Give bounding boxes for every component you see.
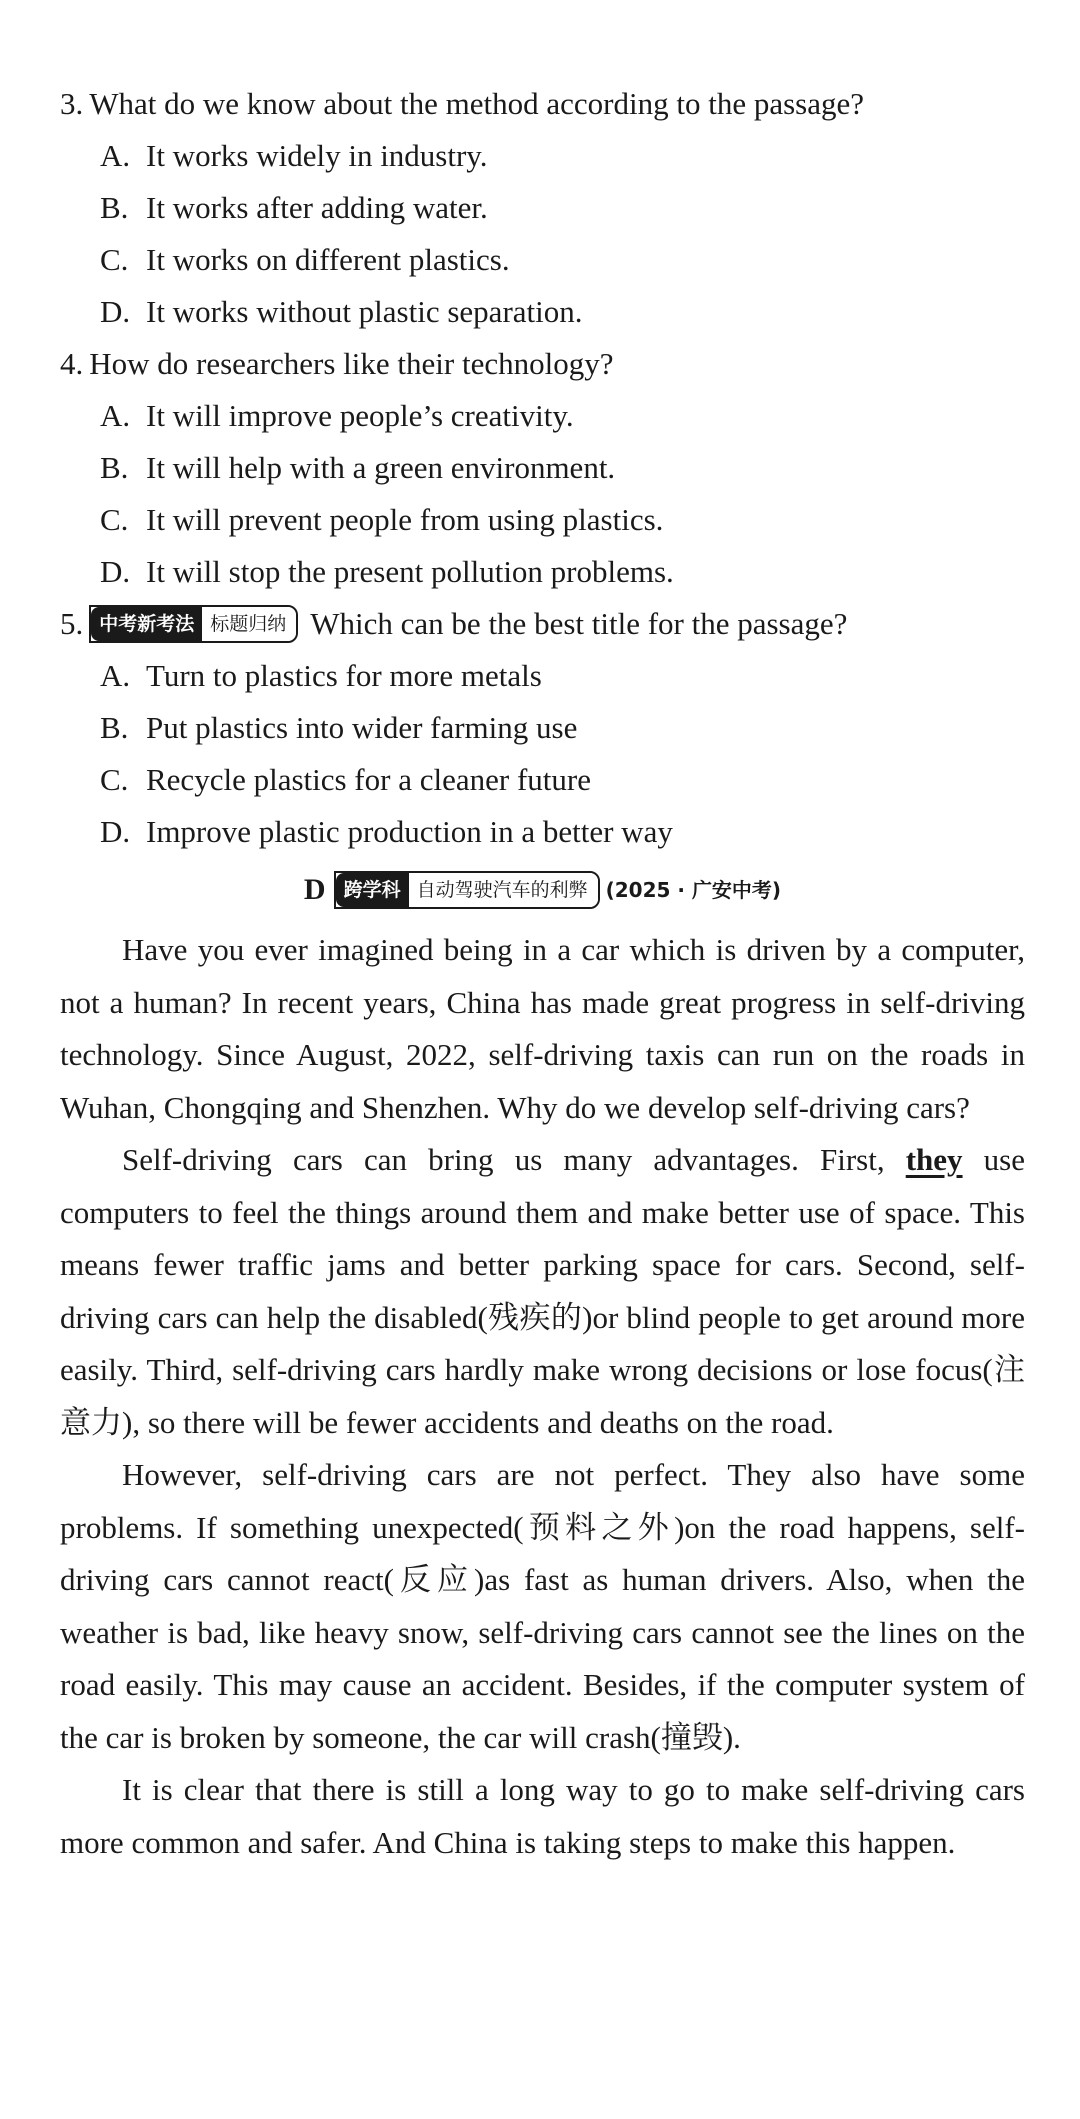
option-letter: A. [100,398,131,433]
question-text: Which can be the best title for the passage? [310,606,848,641]
option-text: It works widely in industry. [146,138,488,173]
passage-paragraph-2 [60,1134,1025,1449]
question-text: What do we know about the method according to the passage? [89,86,865,121]
question-number: 5. [60,606,84,641]
section-topic-tag [334,871,600,909]
section-source: (2025 · 广安中考) [605,878,782,902]
option-d [60,286,1025,338]
option-letter: D. [100,814,131,849]
option-text: It works without plastic separation. [146,294,583,329]
passage-paragraph-1: Have you ever imagined being in a car which is driven by a computer, not a human? In recent years, China has made great progress in self-driving technology. Since August, 2022, self-driving taxis can run on the roads in Wuhan, Chongqing and Shenzhen. Why do we develop self-driving cars? [60,932,1025,1125]
option-text: Put plastics into wider farming use [146,710,578,745]
question-stem [60,78,1025,130]
question-5 [60,598,1025,858]
question-stem [60,338,1025,390]
option-letter: D. [100,554,131,589]
option-letter: C. [100,502,129,537]
question-4 [60,338,1025,598]
option-text: It works on different plastics. [146,242,510,277]
option-text: It will stop the present pollution problems. [146,554,674,589]
section-letter: D [303,873,326,906]
passage-paragraph-4: It is clear that there is still a long way to go to make self-driving cars more common and safer. And China is taking steps to make this happen. [60,1772,1025,1860]
question-text: How do researchers like their technology? [89,346,614,381]
question-3 [60,78,1025,338]
question-number: 3. [60,86,84,121]
option-b [60,442,1025,494]
option-letter: C. [100,242,129,277]
option-text: It will improve people’s creativity. [146,398,574,433]
underlined-word: they [905,1142,963,1177]
question-type-tag [89,605,298,643]
option-letter: B. [100,710,129,745]
option-letter: A. [100,658,131,693]
option-b [60,702,1025,754]
paragraph-text: use computers to feel the things around them and make better use of space. This means fewer traffic jams and better parking space for cars. Second, self-driving cars can help the disabled(残疾的)or blind people to get around more easily. Third, self-driving cars hardly make wrong decisions or lose focus(注意力), so there will be fewer accidents and deaths on the road. [60,1142,1026,1440]
reading-passage [60,924,1025,1869]
tag-category: 跨学科 [336,873,409,907]
option-letter: B. [100,190,129,225]
option-text: It works after adding water. [146,190,488,225]
question-stem [60,598,1025,650]
option-b [60,182,1025,234]
option-letter: B. [100,450,129,485]
option-letter: C. [100,762,129,797]
option-d [60,806,1025,858]
option-a [60,390,1025,442]
option-text: It will help with a green environment. [146,450,616,485]
option-c [60,754,1025,806]
option-text: It will prevent people from using plastics. [146,502,664,537]
option-text: Improve plastic production in a better way [146,814,673,849]
option-c [60,234,1025,286]
paragraph-text: Self-driving cars can bring us many advantages. First, [122,1142,906,1177]
option-text: Recycle plastics for a cleaner future [146,762,591,797]
option-letter: A. [100,138,131,173]
section-header [60,862,1025,918]
option-c [60,494,1025,546]
tag-topic: 自动驾驶汽车的利弊 [409,873,598,907]
passage-paragraph-3: However, self-driving cars are not perfect. They also have some problems. If something unexpected(预料之外)on the road happens, self-driving cars cannot react(反应)as fast as human drivers. Also, when the weather is bad, like heavy snow, self-driving cars cannot see the lines on the road easily. This may cause an accident. Besides, if the computer system of the car is broken by someone, the car will crash(撞毁). [60,1457,1025,1755]
option-d [60,546,1025,598]
tag-category: 中考新考法 [91,607,202,641]
question-number: 4. [60,346,84,381]
option-letter: D. [100,294,131,329]
option-text: Turn to plastics for more metals [146,658,542,693]
option-a [60,650,1025,702]
tag-skill: 标题归纳 [202,607,296,641]
option-a [60,130,1025,182]
